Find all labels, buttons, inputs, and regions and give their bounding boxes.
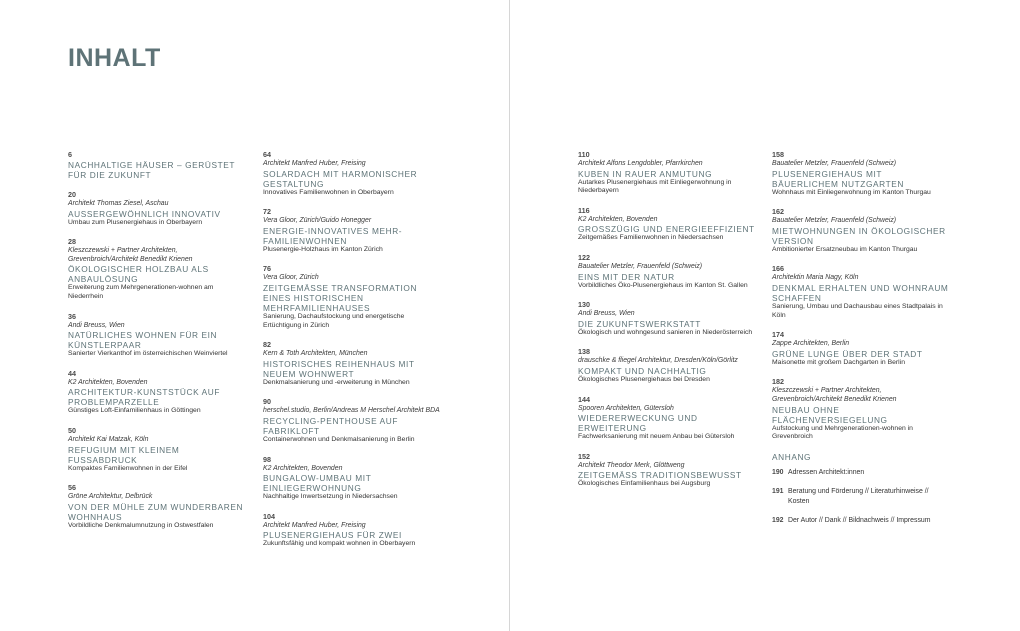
toc-description: Ökologisches Einfamilienhaus bei Augsburg [578, 480, 711, 488]
toc-author: Architekt Manfred Huber, Freising [263, 521, 366, 529]
toc-author: Bauatelier Metzler, Frauenfeld (Schweiz) [772, 160, 897, 167]
toc-title: MIETWOHNUNGEN IN ÖKOLOGISCHER VERSION [772, 225, 946, 246]
toc-column-1 [68, 150, 246, 540]
toc-author: K2 Architekten, Bovenden [578, 215, 658, 223]
toc-description: Wohnhaus mit Einliegerwohnung im Kanton Thurgau [772, 188, 931, 196]
toc-author: Kern & Toth Architekten, München [263, 350, 368, 358]
toc-description: Plusenergie-Holzhaus im Kanton Zürich [263, 245, 383, 253]
toc-entry [263, 207, 441, 254]
toc-column-4-entries [772, 150, 950, 442]
toc-description: Autarkes Plusenergiehaus mit Einliegerwohnung in Niederbayern [578, 178, 732, 195]
toc-author: K2 Architekten, Bovenden [68, 378, 148, 386]
toc-title: KUBEN IN RAUER ANMUTUNG [578, 168, 713, 179]
toc-description: Erweiterung zum Mehrgenerationen-wohnen am Niederrhein [68, 284, 214, 300]
toc-author: Gröne Architektur, Delbrück [68, 493, 153, 501]
toc-title: KOMPAKT UND NACHHALTIG [578, 365, 707, 376]
toc-title: ZEITGEMÄSSE TRANSFORMATION EINES HISTORISCHEN MEHRFAMILIENHAUSES [263, 282, 418, 313]
toc-page-number: 44 [68, 368, 76, 378]
toc-author: Bauatelier Metzler, Frauenfeld (Schweiz) [772, 217, 897, 225]
appendix-item [772, 516, 950, 526]
toc-page-number: 50 [68, 425, 76, 435]
toc-page-number: 64 [263, 150, 271, 159]
toc-title: GRÜNE LUNGE ÜBER DER STADT [772, 348, 923, 359]
toc-description: Containerwohnen und Denkmalsanierung in Berlin [263, 435, 415, 443]
toc-column-3 [578, 150, 756, 499]
toc-description: Zeitgemäßes Familienwohnen in Niedersachsen [578, 234, 724, 242]
toc-entry [578, 347, 756, 384]
appendix-page-number: 190 [772, 468, 784, 476]
toc-page-number: 20 [68, 190, 76, 199]
toc-title: REFUGIUM MIT KLEINEM FUSSABDRUCK [68, 444, 180, 465]
toc-title: WIEDERERWECKUNG UND ERWEITERUNG [578, 413, 698, 434]
toc-description: Ökologisch und wohngesund sanieren in Niederösterreich [578, 328, 753, 336]
toc-page-number: 6 [68, 150, 72, 159]
toc-author: K2 Architekten, Bovenden [263, 464, 343, 472]
toc-page-number: 82 [263, 340, 271, 350]
toc-entry [263, 150, 441, 197]
toc-page-number: 104 [263, 511, 275, 521]
toc-author: drauschke & fliegel Architektur, Dresden/Köln/Görlitz [578, 357, 738, 365]
toc-entry [772, 377, 950, 441]
appendix-page-number: 191 [772, 488, 784, 496]
toc-entry [263, 264, 441, 330]
toc-description: Sanierung, Dachaufstockung und energetische Ertüchtigung in Zürich [263, 312, 405, 329]
toc-description: Sanierter Vierkanthof im österreichischen Weinviertel [68, 350, 228, 358]
appendix-item [772, 468, 950, 478]
toc-title: ENERGIE-INNOVATIVES MEHR-FAMILIENWOHNEN [263, 225, 403, 246]
toc-title: BUNGALOW-UMBAU MIT EINLIEGERWOHNUNG [263, 473, 372, 494]
toc-author: Architekt Manfred Huber, Freising [263, 160, 366, 167]
toc-author: Kleszczewski + Partner Architekten, Grevenbroich/Architekt Benedikt Krienen [68, 247, 193, 263]
toc-entry [68, 190, 246, 227]
right-page [510, 0, 1020, 631]
toc-page-number: 28 [68, 237, 76, 247]
toc-description: Maisonette mit großem Dachgarten in Berlin [772, 358, 905, 366]
toc-entry [772, 264, 950, 320]
toc-entry [68, 483, 246, 530]
toc-page-number: 138 [578, 347, 590, 357]
toc-title: ZEITGEMÄSS TRADITIONSBEWUSST [578, 470, 742, 481]
toc-title: ÖKOLOGISCHER HOLZBAU ALS ANBAULÖSUNG [68, 264, 209, 285]
toc-entry [578, 206, 756, 243]
toc-page-number: 162 [772, 207, 784, 217]
toc-author: Architekt Alfons Lengdobler, Pfarrkirchen [578, 160, 703, 167]
toc-description: Ökologisches Plusenergiehaus bei Dresden [578, 375, 710, 383]
toc-entry [772, 207, 950, 254]
toc-title: RECYCLING-PENTHOUSE AUF FABRIKLOFT [263, 415, 399, 436]
toc-title: NATÜRLICHES WOHNEN FÜR EIN KÜNSTLERPAAR [68, 330, 218, 351]
toc-page-number: 56 [68, 483, 76, 493]
toc-page-number: 130 [578, 300, 590, 310]
toc-description: Ambitionierter Ersatzneubau im Kanton Thurgau [772, 245, 918, 253]
toc-description: Fachwerksanierung mit neuem Anbau bei Gütersloh [578, 433, 735, 441]
toc-entry [68, 312, 246, 359]
toc-author: Andi Breuss, Wien [68, 321, 125, 329]
toc-entry [68, 237, 246, 301]
toc-entry [578, 253, 756, 290]
toc-author: herschel.studio, Berlin/Andreas M Herschel Architekt BDA [263, 407, 440, 415]
page-title: INHALT [68, 44, 161, 72]
toc-description: Umbau zum Plusenergiehaus in Oberbayern [68, 218, 203, 226]
toc-page-number: 158 [772, 150, 784, 159]
toc-entry [68, 150, 246, 180]
toc-title: PLUSENERGIEHAUS MIT BÄUERLICHEM NUTZGARTEN [772, 168, 904, 189]
toc-entry [263, 512, 441, 549]
toc-title: GROSSZÜGIG UND ENERGIEEFFIZIENT [578, 224, 755, 235]
toc-page-number: 90 [263, 397, 271, 407]
appendix-heading: ANHANG [772, 451, 812, 462]
toc-description: Kompaktes Familienwohnen in der Eifel [68, 464, 188, 472]
toc-title: NEUBAU OHNE FLÄCHENVERSIEGELUNG [772, 404, 888, 425]
toc-page-number: 144 [578, 394, 590, 404]
appendix-text: Adressen Architekt:innen [788, 468, 865, 476]
toc-description: Sanierung, Umbau und Dachausbau eines Stadtpalais in Köln [772, 302, 943, 319]
toc-entry [68, 369, 246, 416]
toc-entry [772, 330, 950, 367]
toc-description: Denkmalsanierung und -erweiterung in München [263, 378, 410, 386]
toc-page-number: 72 [263, 207, 271, 217]
toc-description: Günstiges Loft-Einfamilienhaus in Göttingen [68, 407, 201, 415]
toc-title: ARCHITEKTUR-KUNSTSTÜCK AUF PROBLEMPARZELLE [68, 387, 221, 408]
toc-author: Architektin Maria Nagy, Köln [772, 274, 859, 282]
toc-title: PLUSENERGIEHAUS FÜR ZWEI [263, 530, 402, 541]
appendix-page-number: 192 [772, 517, 784, 525]
toc-page-number: 116 [578, 205, 590, 215]
toc-title: VON DER MÜHLE ZUM WUNDERBAREN WOHNHAUS [68, 501, 244, 522]
toc-title: DENKMAL ERHALTEN UND WOHNRAUM SCHAFFEN [772, 282, 949, 303]
toc-description: Vorbildliches Öko-Plusenergiehaus im Kanton St. Gallen [578, 281, 748, 289]
toc-page-number: 36 [68, 311, 76, 321]
appendix-text: Der Autor // Dank // Bildnachweis // Impressum [788, 517, 931, 525]
toc-title: NACHHALTIGE HÄUSER – GERÜSTET FÜR DIE ZUKUNFT [68, 160, 235, 180]
appendix-item [772, 487, 950, 506]
toc-page-number: 122 [578, 252, 590, 262]
toc-description: Zukunftsfähig und kompakt wohnen in Oberbayern [263, 540, 416, 548]
toc-title: HISTORISCHES REIHENHAUS MIT NEUEM WOHNWERT [263, 358, 415, 379]
toc-author: Bauatelier Metzler, Frauenfeld (Schweiz) [578, 262, 703, 270]
toc-author: Zappe Architekten, Berlin [772, 340, 850, 348]
toc-author: Architekt Kai Matzak, Köln [68, 435, 149, 443]
toc-entry [578, 150, 756, 196]
toc-description: Vorbildliche Denkmalumnutzung in Ostwestfalen [68, 521, 214, 529]
toc-title: EINS MIT DER NATUR [578, 271, 675, 282]
toc-title: AUSSERGEWÖHNLICH INNOVATIV [68, 208, 221, 219]
toc-entry [263, 397, 441, 444]
toc-author: Vera Gloor, Zürich [263, 274, 319, 282]
toc-page-number: 166 [772, 264, 784, 274]
toc-page-number: 76 [263, 264, 271, 274]
toc-entry [263, 455, 441, 502]
toc-title: SOLARDACH MIT HARMONISCHER GESTALTUNG [263, 168, 418, 189]
toc-author: Architekt Theodor Merk, Glöttweng [578, 461, 685, 469]
toc-author: Spooren Architekten, Gütersloh [578, 404, 674, 412]
toc-author: Kleszczewski + Partner Architekten, Grevenbroich/Architekt Benedikt Krienen [772, 387, 897, 403]
toc-title: DIE ZUKUNFTSWERKSTATT [578, 318, 701, 329]
toc-column-2 [263, 150, 441, 559]
toc-entry [578, 395, 756, 442]
toc-author: Vera Gloor, Zürich/Guido Honegger [263, 217, 372, 225]
toc-page-number: 174 [772, 330, 784, 340]
toc-entry [578, 452, 756, 489]
toc-page-number: 182 [772, 377, 784, 387]
toc-entry [68, 426, 246, 473]
appendix-text: Beratung und Förderung // Literaturhinweise // Kosten [788, 488, 929, 505]
toc-entry [578, 300, 756, 337]
toc-column-4 [772, 150, 950, 536]
toc-entry [772, 150, 950, 197]
toc-description: Aufstockung und Mehrgenerationen-wohnen in Grevenbroich [772, 424, 913, 441]
toc-page-number: 98 [263, 454, 271, 464]
appendix-section [772, 452, 950, 526]
toc-entry [263, 340, 441, 387]
toc-description: Innovatives Familienwohnen in Oberbayern [263, 188, 394, 196]
toc-author: Architekt Thomas Ziesel, Aschau [68, 200, 169, 207]
toc-page-number: 110 [578, 150, 590, 159]
toc-author: Andi Breuss, Wien [578, 310, 635, 318]
toc-page-number: 152 [578, 451, 590, 461]
toc-description: Nachhaltige Inwertsetzung in Niedersachsen [263, 493, 398, 501]
